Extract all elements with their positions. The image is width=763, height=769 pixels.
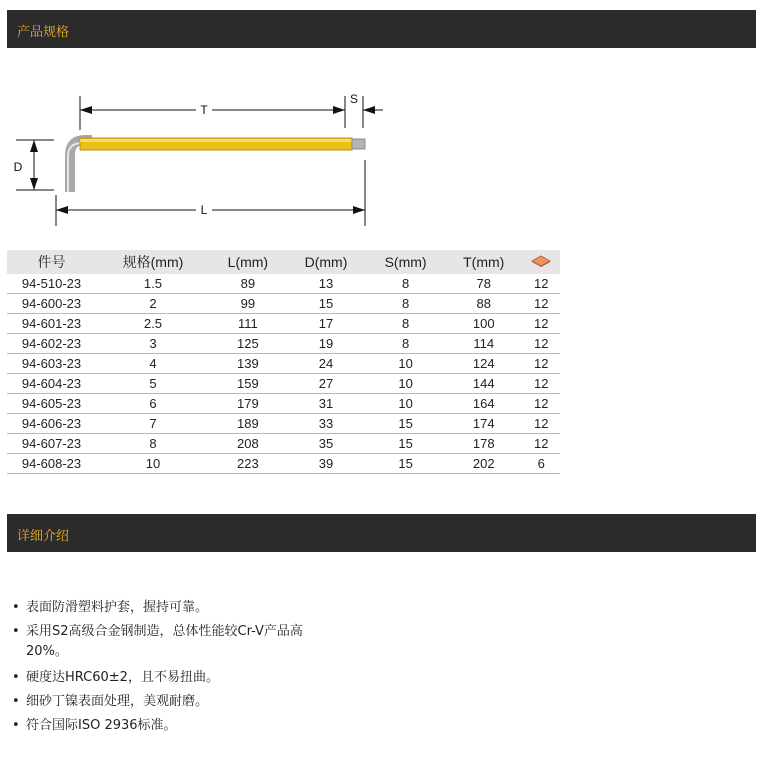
- feature-item: • 细砂丁镍表面处理，美观耐磨。: [12, 692, 342, 712]
- header-D: D(mm): [286, 250, 366, 274]
- cell-T: 144: [445, 374, 522, 394]
- cell-size: 1.5: [96, 274, 210, 294]
- table-row: [7, 314, 560, 334]
- cell-L: 208: [210, 434, 286, 454]
- bullet-icon: •: [12, 694, 20, 709]
- cell-package-qty: 12: [522, 394, 560, 414]
- cell-L: 89: [210, 274, 286, 294]
- cell-T: 124: [445, 354, 522, 374]
- table-row: [7, 294, 560, 314]
- table-row: [7, 334, 560, 354]
- hex-key-tip: [352, 139, 365, 149]
- cell-size: 7: [96, 414, 210, 434]
- dimension-label-L: L: [200, 203, 208, 217]
- cell-S: 10: [366, 394, 445, 414]
- cell-L: 189: [210, 414, 286, 434]
- cell-D: 24: [286, 354, 366, 374]
- bullet-icon: •: [12, 718, 20, 733]
- dimension-label-S: S: [349, 92, 359, 106]
- table-row: [7, 394, 560, 414]
- cell-S: 10: [366, 374, 445, 394]
- dimension-label-T: T: [200, 103, 208, 117]
- header-part-number: 件号: [7, 250, 96, 274]
- bullet-icon: •: [12, 624, 20, 639]
- cell-package-qty: 12: [522, 274, 560, 294]
- feature-item: • 硬度达HRC60±2，且不易扭曲。: [12, 668, 342, 688]
- cell-D: 31: [286, 394, 366, 414]
- cell-part-number: 94-601-23: [7, 314, 96, 334]
- header-T: T(mm): [445, 250, 522, 274]
- cell-size: 4: [96, 354, 210, 374]
- spec-table-header-row: [7, 250, 560, 274]
- cell-T: 114: [445, 334, 522, 354]
- bullet-icon: •: [12, 600, 20, 615]
- feature-item: • 表面防滑塑料护套，握持可靠。: [12, 598, 342, 618]
- bullet-icon: •: [12, 670, 20, 685]
- cell-size: 3: [96, 334, 210, 354]
- table-row: [7, 374, 560, 394]
- table-row: [7, 434, 560, 454]
- detail-section-title: 详细介绍: [17, 529, 70, 544]
- cell-D: 15: [286, 294, 366, 314]
- cell-T: 78: [445, 274, 522, 294]
- cell-L: 139: [210, 354, 286, 374]
- table-row: [7, 354, 560, 374]
- cell-D: 27: [286, 374, 366, 394]
- hex-key-dimension-diagram: [0, 80, 400, 240]
- spec-section-header: [7, 10, 756, 48]
- cell-T: 100: [445, 314, 522, 334]
- cell-L: 159: [210, 374, 286, 394]
- cell-size: 5: [96, 374, 210, 394]
- table-row: [7, 454, 560, 474]
- cell-T: 174: [445, 414, 522, 434]
- cell-L: 111: [210, 314, 286, 334]
- cell-part-number: 94-602-23: [7, 334, 96, 354]
- cell-package-qty: 12: [522, 354, 560, 374]
- cell-part-number: 94-510-23: [7, 274, 96, 294]
- cell-package-qty: 6: [522, 454, 560, 474]
- cell-part-number: 94-604-23: [7, 374, 96, 394]
- cell-L: 99: [210, 294, 286, 314]
- cell-S: 8: [366, 314, 445, 334]
- cell-part-number: 94-607-23: [7, 434, 96, 454]
- cell-T: 178: [445, 434, 522, 454]
- cell-T: 164: [445, 394, 522, 414]
- cell-size: 2.5: [96, 314, 210, 334]
- feature-item: • 采用S2高级合金钢制造，总体性能较Cr-V产品高20%。: [12, 624, 303, 659]
- header-size: 规格(mm): [96, 250, 210, 274]
- cell-S: 15: [366, 434, 445, 454]
- cell-part-number: 94-600-23: [7, 294, 96, 314]
- cell-D: 33: [286, 414, 366, 434]
- feature-list: [12, 598, 342, 740]
- cell-D: 13: [286, 274, 366, 294]
- cell-part-number: 94-606-23: [7, 414, 96, 434]
- cell-part-number: 94-608-23: [7, 454, 96, 474]
- cell-S: 8: [366, 274, 445, 294]
- cell-package-qty: 12: [522, 334, 560, 354]
- cell-package-qty: 12: [522, 314, 560, 334]
- spec-section-title: 产品规格: [17, 25, 70, 40]
- cell-size: 8: [96, 434, 210, 454]
- cell-package-qty: 12: [522, 434, 560, 454]
- cell-part-number: 94-603-23: [7, 354, 96, 374]
- cell-S: 15: [366, 414, 445, 434]
- feature-item: • 符合国际ISO 2936标准。: [12, 716, 342, 736]
- package-icon: [531, 254, 551, 271]
- spec-table: [7, 250, 560, 474]
- detail-section-header: [7, 514, 756, 552]
- cell-D: 39: [286, 454, 366, 474]
- header-package-qty: [522, 250, 560, 274]
- header-L: L(mm): [210, 250, 286, 274]
- table-row: [7, 414, 560, 434]
- cell-T: 202: [445, 454, 522, 474]
- cell-D: 35: [286, 434, 366, 454]
- cell-package-qty: 12: [522, 374, 560, 394]
- cell-S: 15: [366, 454, 445, 474]
- cell-package-qty: 12: [522, 414, 560, 434]
- dimension-label-D: D: [13, 160, 23, 174]
- cell-size: 2: [96, 294, 210, 314]
- cell-size: 10: [96, 454, 210, 474]
- table-row: [7, 274, 560, 294]
- cell-part-number: 94-605-23: [7, 394, 96, 414]
- cell-L: 179: [210, 394, 286, 414]
- cell-D: 17: [286, 314, 366, 334]
- cell-L: 125: [210, 334, 286, 354]
- cell-S: 10: [366, 354, 445, 374]
- cell-L: 223: [210, 454, 286, 474]
- header-S: S(mm): [366, 250, 445, 274]
- cell-S: 8: [366, 294, 445, 314]
- cell-D: 19: [286, 334, 366, 354]
- cell-size: 6: [96, 394, 210, 414]
- cell-S: 8: [366, 334, 445, 354]
- cell-T: 88: [445, 294, 522, 314]
- cell-package-qty: 12: [522, 294, 560, 314]
